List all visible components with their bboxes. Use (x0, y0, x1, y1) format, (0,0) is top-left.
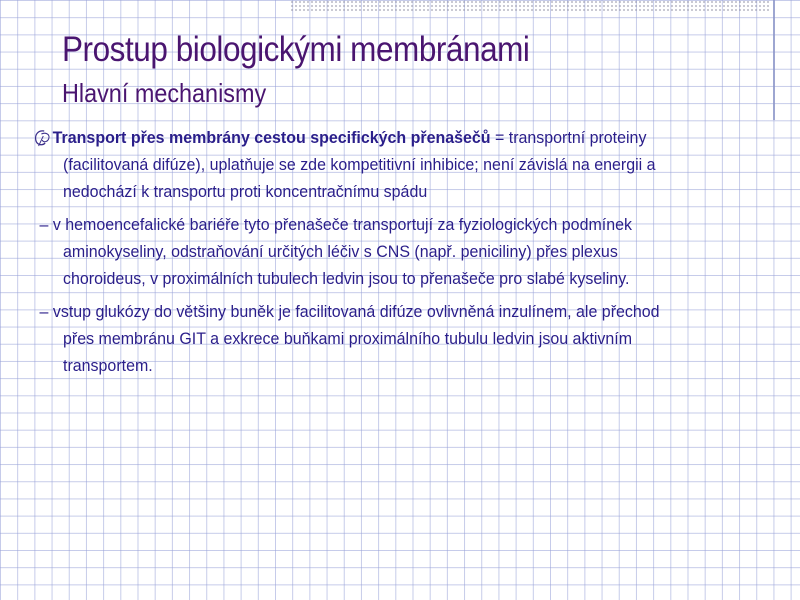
paragraph-line: choroideus, v proximálních tubulech ledvin jsou to přenašeče pro slabé kyseliny. (63, 269, 630, 288)
slide-header (62, 30, 762, 108)
paragraph-glucose (32, 298, 772, 379)
decorative-vertical-rule (773, 0, 775, 120)
paragraph-specific-carriers (32, 124, 772, 205)
paragraph-bbb (32, 211, 772, 292)
bold-lead-text: Transport přes membrány cestou specifických přenašečů (52, 128, 491, 147)
paragraph-line: transportem. (63, 356, 153, 375)
text-run: = transportní proteiny (490, 128, 647, 147)
paragraph-line (32, 124, 728, 151)
paragraph-line: – v hemoencefalické bariéře tyto přenašeče transportují za fyziologických podmínek (39, 215, 632, 234)
paragraph-line: přes membránu GIT a exkrece buňkami proximálního tubulu ledvin jsou aktivním (63, 329, 633, 348)
paragraph-line: (facilitovaná difúze), uplatňuje se zde kompetitivní inhibice; není závislá na energii a (63, 155, 656, 174)
decorative-dotted-band (290, 0, 770, 12)
slide-body (32, 124, 772, 385)
slide-title: Prostup biologickými membránami (62, 30, 530, 69)
paragraph-line: – vstup glukózy do většiny buněk je facilitovaná difúze ovlivněná inzulínem, ale přechod (39, 302, 660, 321)
slide-subtitle: Hlavní mechanismy (62, 78, 267, 108)
paragraph-line: aminokyseliny, odstraňování určitých léčiv s CNS (např. peniciliny) přes plexus (63, 242, 618, 261)
paragraph-line: nedochází k transportu proti koncentračnímu spádu (63, 182, 428, 201)
